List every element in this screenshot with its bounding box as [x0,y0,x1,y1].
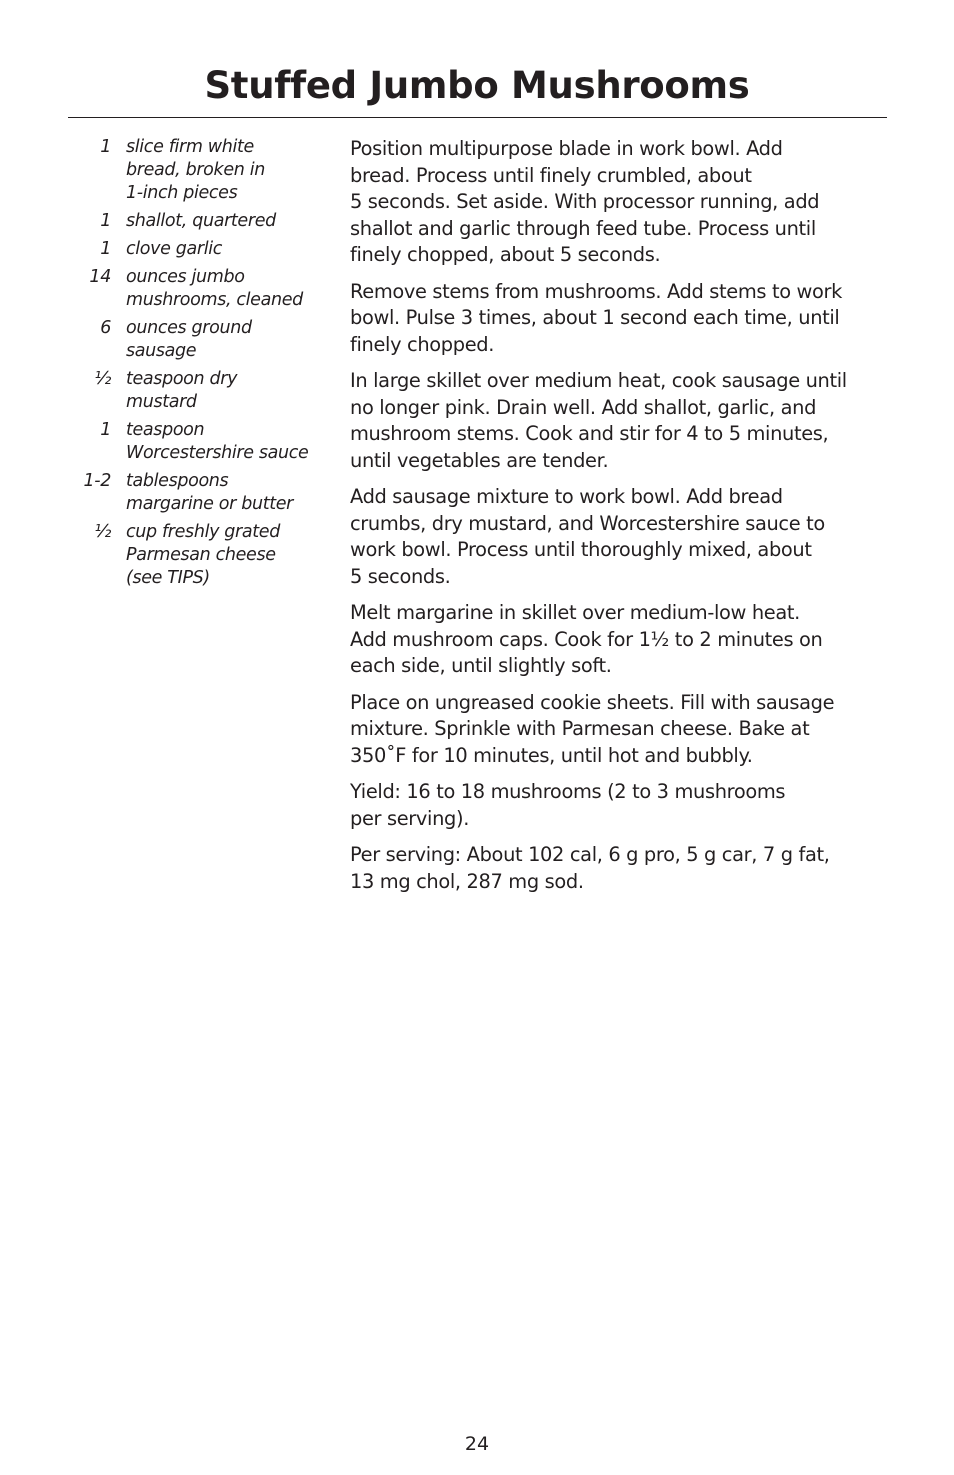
page-title: Stuffed Jumbo Mushrooms [204,64,750,107]
instruction-step: Add sausage mixture to work bowl. Add bread crumbs, dry mustard, and Worcestershire sauce to work bowl. Process until thoroughly mixed, about 5 seconds. [350,485,825,588]
ingredient-quantity: 1 [100,211,111,231]
ingredient-description: slice firm white bread, broken in 1-inch pieces [126,137,265,203]
instruction-step: Remove stems from mushrooms. Add stems to work bowl. Pulse 3 times, about 1 second each time, until finely chopped. [350,279,843,356]
instruction-step: Place on ungreased cookie sheets. Fill with sausage mixture. Sprinkle with Parmesan cheese. Bake at 350˚F for 10 minutes, until hot and bubbly. [350,690,835,767]
ingredient-item [76,419,326,465]
yield-text: Yield: 16 to 18 mushrooms (2 to 3 mushrooms per serving). [350,780,786,830]
ingredient-quantity: 6 [100,318,111,338]
ingredient-item [76,136,326,205]
ingredient-item [76,210,326,233]
nutrition-text: Per serving: About 102 cal, 6 g pro, 5 g car, 7 g fat, 13 mg chol, 287 mg sod. [350,843,830,893]
ingredient-description: ounces ground sausage [126,318,252,361]
ingredient-quantity: 1-2 [83,471,111,491]
ingredient-item [76,521,326,590]
title-divider [68,117,887,118]
ingredient-description: cup freshly grated Parmesan cheese (see TIPS) [126,522,280,588]
ingredient-quantity: ½ [94,522,111,542]
instruction-step: In large skillet over medium heat, cook sausage until no longer pink. Drain well. Add shallot, garlic, and mushroom stems. Cook and stir for 4 to 5 minutes, until vegetables are tender. [350,369,847,472]
ingredient-quantity: 1 [100,239,111,259]
ingredient-description: teaspoon dry mustard [126,369,238,412]
page-number: 24 [464,1433,490,1455]
ingredient-quantity: 1 [100,137,111,157]
ingredient-quantity: 14 [89,267,111,287]
instruction-step: Position multipurpose blade in work bowl. Add bread. Process until finely crumbled, about 5 seconds. Set aside. With processor running, add shallot and garlic through feed tube. Process until finely chopped, about 5 seconds. [350,137,820,266]
ingredient-description: teaspoon Worcestershire sauce [126,420,309,463]
ingredient-description: shallot, quartered [126,211,276,231]
instructions [350,136,895,905]
ingredient-item [76,317,326,363]
ingredient-description: tablespoons margarine or butter [126,471,293,514]
ingredient-item [76,266,326,312]
instruction-step: Melt margarine in skillet over medium-low heat. Add mushroom caps. Cook for 1½ to 2 minutes on each side, until slightly soft. [350,601,823,677]
ingredient-item [76,368,326,414]
ingredient-description: ounces jumbo mushrooms, cleaned [126,267,303,310]
ingredient-item [76,238,326,261]
ingredient-item [76,470,326,516]
ingredient-quantity: 1 [100,420,111,440]
ingredient-description: clove garlic [126,239,223,259]
ingredient-quantity: ½ [94,369,111,389]
ingredient-list [76,136,326,595]
